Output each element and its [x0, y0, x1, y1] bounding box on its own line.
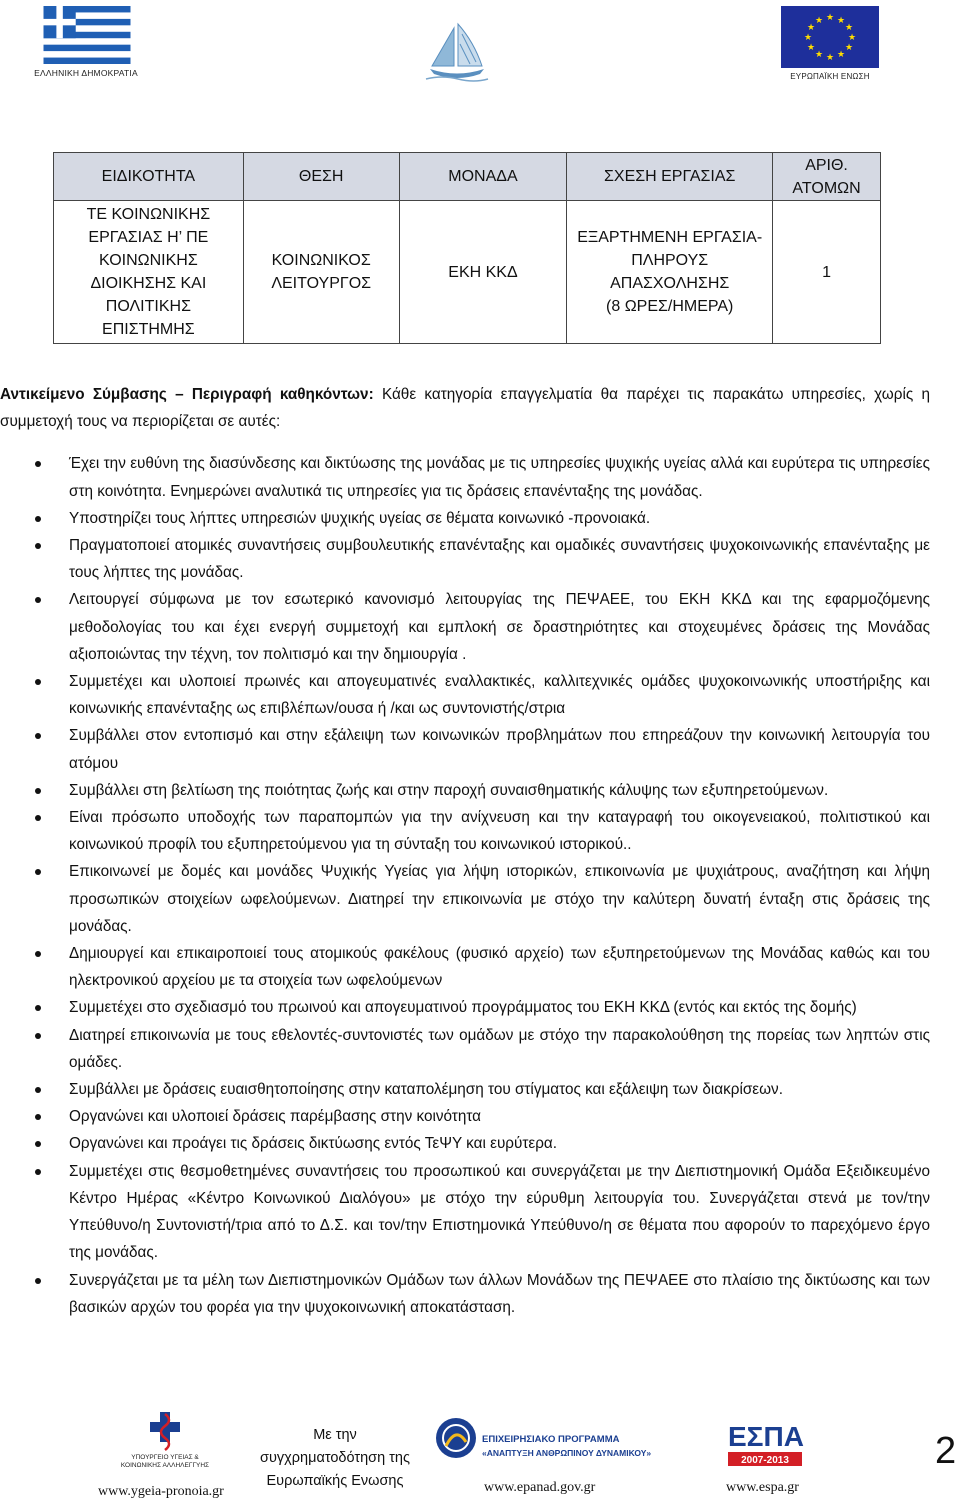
duty-text: Οργανώνει και υλοποιεί δράσεις παρέμβασης στην κοινότητα [69, 1108, 482, 1126]
bullet-icon [35, 1169, 41, 1175]
duties-list [0, 450, 930, 1321]
ministry-logo-text: ΥΠΟΥΡΓΕΙΟ ΥΓΕΙΑΣ & ΚΟΙΝΩΝΙΚΗΣ ΑΛΛΗΛΕΓΓΥΗΣ [120, 1454, 210, 1469]
ministry-emblem-icon [145, 1410, 185, 1454]
table-header-row [54, 153, 881, 201]
duty-text: Συμμετέχει στις θεσμοθετημένες συναντήσεις του προσωπικού και συνεργάζεται με την Διεπιστημονική Ομάδα Εξειδικευμένο Κέντρο Ημέρας «Κέντρο Κοινωνικού Διαλόγου» με στόχο την εύρυθμη λειτουργία του. Συνεργάζεται στενά με τον/την Υπεύθυνο/η Συντονιστή/τρια από το Δ.Σ. και τον/την Επιστημονικά Υπεύθυνο/η σε θέματα που αφορούν το παρεχόμενο έργο της μονάδας. [69, 1162, 930, 1262]
duty-item [0, 858, 930, 940]
cell-unit: ΕΚΗ ΚΚΔ [399, 201, 567, 344]
espa-years: 2007-2013 [741, 1455, 789, 1466]
bullet-icon [35, 1005, 41, 1011]
duty-text: Συμβάλλει στον εντοπισμό και στην εξάλειψη των κοινωνικών προβλημάτων που επηρεάζουν την κοινωνική λειτουργία του ατόμου [69, 727, 930, 772]
bullet-icon [35, 516, 41, 522]
eu-logo [778, 6, 882, 80]
ministry-url-link[interactable]: www.ygeia-pronoia.gr [98, 1484, 224, 1499]
bullet-icon [35, 815, 41, 821]
eu-caption: ΕΥΡΩΠΑΪΚΗ ΕΝΩΣΗ [790, 72, 870, 81]
footer [0, 1400, 960, 1503]
svg-text:★: ★ [814, 16, 824, 26]
espa-logo [722, 1412, 808, 1474]
duty-item [0, 940, 930, 994]
bullet-icon [35, 869, 41, 875]
duty-text: Επικοινωνεί με δομές και μονάδες Ψυχικής Υγείας για λήψη ιστορικών, επικοινωνία με ψυχιάτρους, αναζήτηση και λήψη προσωπικών στοιχείων ωφελούμενων. Διατηρεί την επικοινωνία με στόχο την καλύτερη δυνατή ένταξη στις δράσεις της μονάδας. [69, 863, 930, 935]
bullet-icon [35, 1033, 41, 1039]
duty-item [0, 450, 930, 504]
bullet-icon [35, 679, 41, 685]
intro-paragraph [0, 381, 930, 435]
duty-text: Οργανώνει και προάγει τις δράσεις δικτύωσης εντός ΤεΨΥ και ευρύτερα. [69, 1135, 558, 1153]
bullet-icon [35, 788, 41, 794]
cell-position: ΚΟΙΝΩΝΙΚΟΣ ΛΕΙΤΟΥΡΓΟΣ [243, 201, 399, 344]
duty-text: Είναι πρόσωπο υποδοχής των παραπομπών για την ανίχνευση και την καταγραφή του οικογενειακού, πολιτιστικού και κοινωνικού προφίλ του εξυπηρετούμενου για τη σύνταξη του κοινωνικού ιστορικού.. [69, 809, 930, 854]
epanad-subtitle: «ΑΝΑΠΤΥΞΗ ΑΝΘΡΩΠΙΝΟΥ ΔΥΝΑΜΙΚΟΥ» [482, 1448, 652, 1458]
duty-text: Συμμετέχει στο σχεδιασμό του πρωινού και απογευματινού προγράμματος του ΕΚΗ ΚΚΔ (εντός και εκτός της δομής) [69, 999, 857, 1017]
duty-text: Λειτουργεί σύμφωνα με τον εσωτερικό κανονισμό λειτουργίας της ΠΕΨΑΕΕ, του ΕΚΗ ΚΚΔ και της εφαρμοζόμενης μεθοδολογίας του και έχει ενεργή συμμετοχή και εμπλοκή σε δραστηριότητες και στοχευμένες δράσεις της Μονάδας αξιοποιώντας την τέχνη, τον πολιτισμό και την δημιουργία . [69, 591, 930, 663]
sailboat-logo-icon [424, 22, 490, 84]
duty-text: Συμβάλλει στη βελτίωση της ποιότητας ζωής και στην παροχή συναισθηματικής κάλυψης των εξυπηρετούμενων. [69, 781, 829, 799]
eu-cofinance-text: Με την συγχρηματοδότηση της Ευρωπαϊκής Ενωσης [260, 1427, 410, 1489]
bullet-icon [35, 1278, 41, 1284]
epanad-url-link[interactable]: www.epanad.gov.gr [484, 1480, 596, 1495]
duty-text: Συμμετέχει και υλοποιεί πρωινές και απογευματινές εναλλακτικές, καλλιτεχνικές ομάδες ψυχοκοινωνικής υποστήριξης και κοινωνικής επανένταξης ως επιβλέπων/ουσα ή /και ως συντονιστής/στρια [69, 673, 930, 718]
duty-item [0, 777, 930, 804]
bullet-icon [35, 597, 41, 603]
duty-text: Υποστηρίζει τους λήπτες υπηρεσιών ψυχικής υγείας σε θέματα κοινωνικό -προνοιακά. [69, 509, 651, 527]
table-row [54, 201, 881, 344]
ministry-logo [100, 1410, 230, 1480]
svg-text:★: ★ [844, 43, 854, 53]
duty-text: Έχει την ευθύνη της διασύνδεσης και δικτύωσης της μονάδας με τις υπηρεσίες ψυχικής υγείας αλλά και ευρύτερα τις υπηρεσίες στη κοινότητα. Ενημερώνει αναλυτικά τις υπηρεσίες για τις δράσεις επανένταξης της μονάδας. [69, 455, 930, 500]
duty-item [0, 1103, 930, 1130]
intro-text: Κάθε κατηγορία επαγγελματία θα παρέχει τις παρακάτω υπηρεσίες, χωρίς η συμμετοχή τους να περιορίζεται σε αυτές: [0, 386, 931, 431]
cell-employment-relation: ΕΞΑΡΤΗΜΕΝΗ ΕΡΓΑΣΙΑ- ΠΛΗΡΟΥΣ ΑΠΑΣΧΟΛΗΣΗΣ (8 ΩΡΕΣ/ΗΜΕΡΑ) [567, 201, 773, 344]
svg-text:★: ★ [836, 50, 846, 60]
duty-item [0, 804, 930, 858]
duty-item [0, 1267, 930, 1321]
duty-item [0, 994, 930, 1021]
bullet-icon [35, 543, 41, 549]
bullet-icon [35, 1087, 41, 1093]
svg-text:★: ★ [847, 33, 857, 43]
intro-heading: Αντικείμενο Σύμβασης – Περιγραφή καθηκόντων: [0, 386, 374, 403]
svg-text:★: ★ [844, 23, 854, 33]
duty-item [0, 586, 930, 668]
duty-text: Συνεργάζεται με τα μέλη των Διεπιστημονικών Ομάδων των άλλων Μονάδων της ΠΕΨΑΕΕ στο πλαίσιο της δικτύωσης και των βασικών αρχών του φορέα για την ψυχοκοινωνική αποκατάσταση. [69, 1271, 930, 1316]
header-unit: ΜΟΝΑΔΑ [399, 153, 567, 201]
cell-specialty: ΤΕ ΚΟΙΝΩΝΙΚΗΣ ΕΡΓΑΣΙΑΣ Η’ ΠΕ ΚΟΙΝΩΝΙΚΗΣ ΔΙΟΙΚΗΣΗΣ ΚΑΙ ΠΟΛΙΤΙΚΗΣ ΕΠΙΣΤΗΜΗΣ [54, 201, 244, 344]
duty-item [0, 722, 930, 776]
job-position-table [53, 152, 881, 344]
duty-item [0, 668, 930, 722]
duty-item [0, 505, 930, 532]
duty-item [0, 1130, 930, 1157]
header-employment-relation: ΣΧΕΣΗ ΕΡΓΑΣΙΑΣ [567, 153, 773, 201]
bullet-icon [35, 1114, 41, 1120]
contract-description [0, 381, 930, 1321]
header-specialty: ΕΙΔΙΚΟΤΗΤΑ [54, 153, 244, 201]
espa-url-link[interactable]: www.espa.gr [726, 1480, 799, 1495]
cell-number-of-persons: 1 [773, 201, 881, 344]
bullet-icon [35, 461, 41, 467]
svg-text:★: ★ [825, 53, 835, 63]
greek-republic-caption: ΕΛΛΗΝΙΚΗ ΔΗΜΟΚΡΑΤΙΑ [34, 68, 138, 78]
bullet-icon [35, 1141, 41, 1147]
greek-flag-icon [36, 6, 138, 64]
svg-text:★: ★ [803, 33, 813, 43]
duty-text: Δημιουργεί και επικαιροποιεί τους ατομικούς φακέλους (φυσικό αρχείο) των εξυπηρετούμενων της Μονάδας καθώς και του ηλεκτρονικού αρχείου με τα στοιχεία των ωφελούμενων [69, 945, 930, 990]
header-number-of-persons: ΑΡΙΘ. ΑΤΟΜΩΝ [773, 153, 881, 201]
epanad-logo [432, 1412, 652, 1474]
espa-wordmark: ΕΣΠΑ [728, 1421, 804, 1452]
bullet-icon [35, 951, 41, 957]
svg-text:★: ★ [806, 23, 816, 33]
page-number: 2 [935, 1430, 957, 1472]
greek-republic-logo [30, 6, 142, 80]
duty-text: Συμβάλλει με δράσεις ευαισθητοποίησης στην καταπολέμηση του στίγματος και εξάλειψη των διακρίσεων. [69, 1081, 783, 1099]
bullet-icon [35, 733, 41, 739]
duty-item [0, 1158, 930, 1267]
duty-text: Πραγματοποιεί ατομικές συναντήσεις συμβουλευτικής επανένταξης και ομαδικές συναντήσεις ψυχοκοινωνικής επανένταξης με τους λήπτες της μονάδας. [69, 537, 930, 582]
eu-flag-icon [781, 6, 879, 68]
svg-text:★: ★ [825, 13, 835, 23]
svg-text:★: ★ [814, 50, 824, 60]
svg-text:★: ★ [836, 16, 846, 26]
epanad-title: ΕΠΙΧΕΙΡΗΣΙΑΚΟ ΠΡΟΓΡΑΜΜΑ [482, 1434, 620, 1445]
svg-text:★: ★ [806, 43, 816, 53]
duty-text: Διατηρεί επικοινωνία με τους εθελοντές-συντονιστές των ομάδων με στόχο την παρακολούθηση της πορείας των ληπτών στις ομάδες. [69, 1026, 930, 1071]
duty-item [0, 1076, 930, 1103]
header-position: ΘΕΣΗ [243, 153, 399, 201]
duty-item [0, 532, 930, 586]
duty-item [0, 1022, 930, 1076]
